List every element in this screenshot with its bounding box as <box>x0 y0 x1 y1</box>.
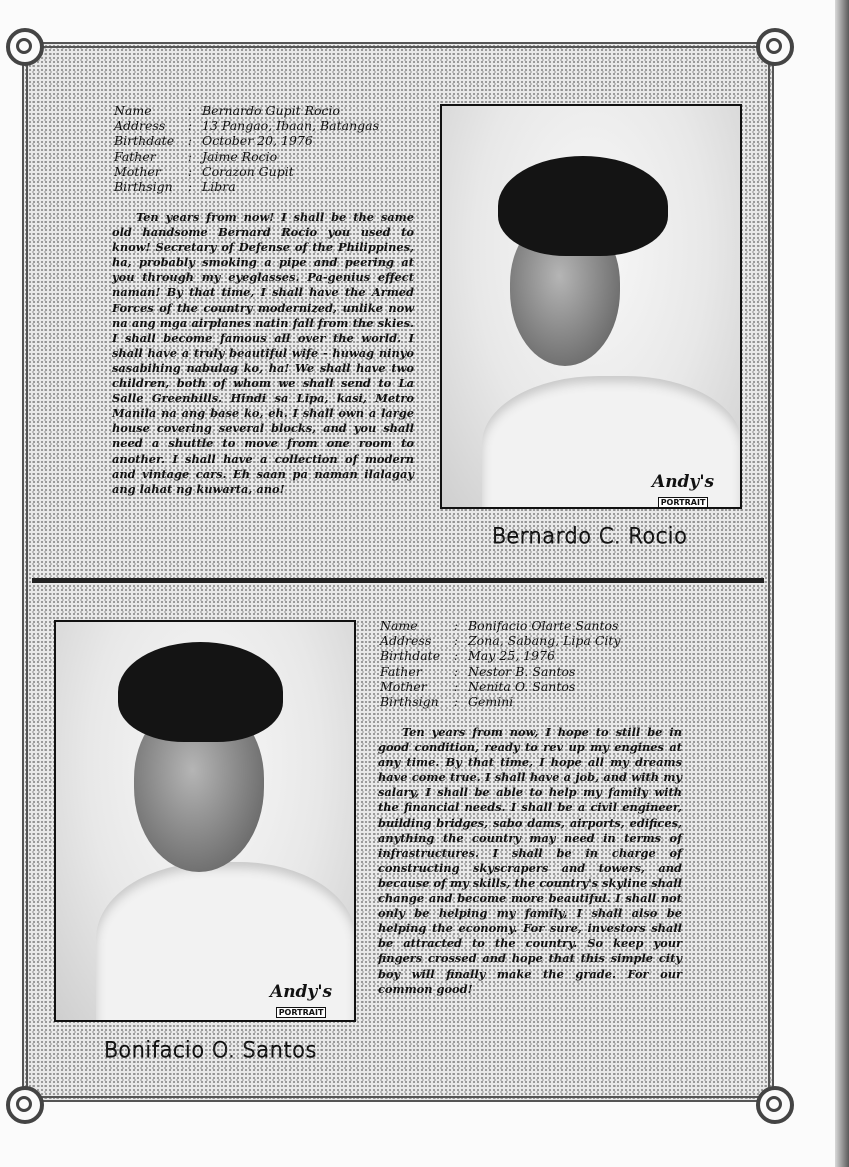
info-row-address: Address : Zona, Sabang, Lipa City <box>380 633 621 649</box>
rope-knot-top-left-icon <box>6 28 44 66</box>
rope-knot-top-right-icon <box>756 28 794 66</box>
profile1-portrait-photo <box>440 104 742 509</box>
section-divider <box>32 578 764 583</box>
info-row-mother: Mother : Nenita O. Santos <box>380 678 576 694</box>
info-row-mother: Mother : Corazon Gupit <box>114 163 294 179</box>
rope-knot-bottom-right-icon <box>756 1086 794 1124</box>
profile1-signature: Bernardo C. Rocio <box>492 524 688 548</box>
info-row-birthdate: Birthdate : May 25, 1976 <box>380 648 555 664</box>
portrait-hair <box>118 642 283 742</box>
profile2-portrait-photo <box>54 620 356 1022</box>
info-row-father: Father : Nestor B. Santos <box>380 663 576 679</box>
studio-logo: Andy's PORTRAIT <box>652 472 715 507</box>
profile2-signature: Bonifacio O. Santos <box>104 1038 317 1062</box>
profile1-essay: Ten years from now! I shall be the same old handsome Bernard Rocio you used to know! Secretary of Defense of the Philippines, ha, probably smoking a pipe and peering at you through my eyeglasses. Pa-genius effect naman! By that time, I shall have the Armed Forces of the country modernized, unlike now na ang mga airplanes natin fall from the skies. I shall become famous all over the world. I shall have a truly beautiful wife - huwag ninyo sasabihing nabulag ko, ha! We shall have two children, both of whom we shall send to La Salle Greenhills. Hindi sa Lipa, kasi, Metro Manila na ang base ko, eh. I shall own a large house covering several blocks, and you shall need a shuttle to move from one room to another. I shall have a collection of modern and vintage cars. Eh saan pa naman ilalagay ang lahat ng kuwarta, ano! <box>112 210 414 496</box>
profile1-info-table <box>114 103 379 194</box>
info-row-name: Name : Bonifacio Olarte Santos <box>380 618 619 633</box>
studio-logo: Andy's PORTRAIT <box>270 982 333 1017</box>
info-row-name: Name : Bernardo Gupit Rocio <box>114 103 341 118</box>
profile2-info-table <box>380 618 621 709</box>
page-edge-shadow <box>835 0 849 1167</box>
profile2-essay: Ten years from now, I hope to still be in good condition, ready to rev up my engines at any time. By that time, I hope all my dreams have come true. I shall have a job, and with my salary, I shall be able to help my family with the financial needs. I shall be a civil engineer, building bridges, sabo dams, airports, edifices, anything the country may need in terms of infrastructures. I shall be in charge of constructing skyscrapers and towers, and because of my skills, the country's skyline shall change and become more beautiful. I shall not only be helping my family, I shall also be helping the economy. For sure, investors shall be attracted to the country. So keep your fingers crossed and hope that this simple city boy will finally make the grade. For our common good! <box>378 725 682 996</box>
info-row-birthsign: Birthsign : Libra <box>114 179 236 195</box>
info-row-birthsign: Birthsign : Gemini <box>380 694 514 710</box>
portrait-hair <box>498 156 668 256</box>
rope-knot-bottom-left-icon <box>6 1086 44 1124</box>
info-row-birthdate: Birthdate : October 20, 1976 <box>114 133 313 149</box>
info-row-father: Father : Jaime Rocio <box>114 148 278 164</box>
info-row-address: Address : 13 Pangao, Ibaan, Batangas <box>114 118 380 134</box>
